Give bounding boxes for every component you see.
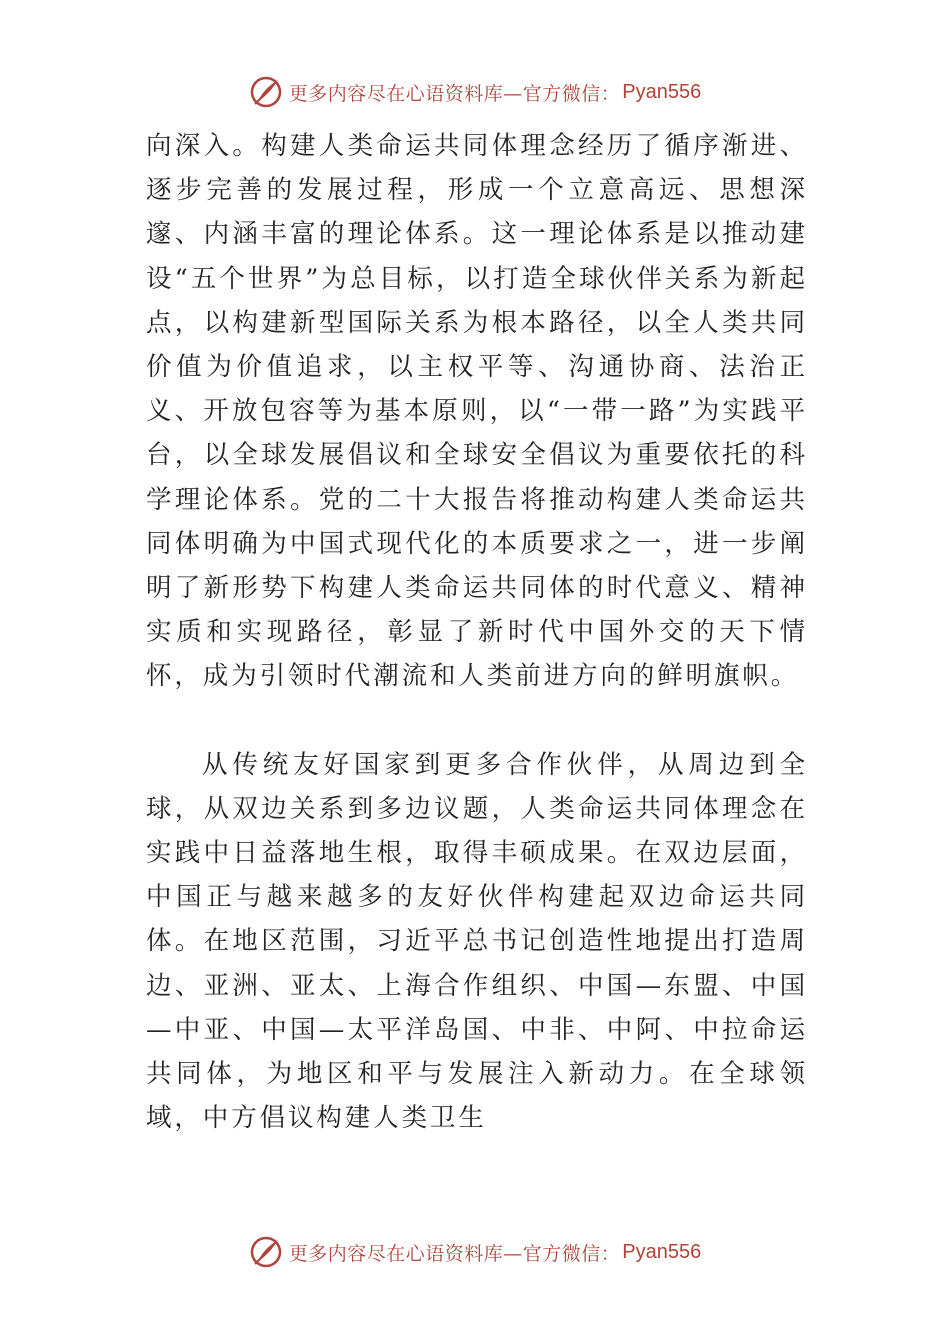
quill-logo-icon xyxy=(249,1235,283,1269)
header-watermark xyxy=(0,72,950,112)
quill-logo-icon xyxy=(249,75,283,109)
watermark-wechat-id: Pyan556 xyxy=(622,1240,702,1263)
footer-watermark xyxy=(0,1232,950,1272)
watermark-text: 更多内容尽在心语资料库—官方微信： xyxy=(288,1242,621,1265)
watermark-text: 更多内容尽在心语资料库—官方微信： xyxy=(288,82,621,105)
paragraph-2: 从传统友好国家到更多合作伙伴，从周边到全球，从双边关系到多边议题，人类命运共同体理念在实践中日益落地生根，取得丰硕成果。在双边层面，中国正与越来越多的友好伙伴构建起双边命运共同体。在地区范围，习近平总书记创造性地提出打造周边、亚洲、亚太、上海合作组织、中国—东盟、中国—中亚、中国—太平洋岛国、中非、中阿、中拉命运共同体，为地区和平与发展注入新动力。在全球领域，中方倡议构建人类卫生 xyxy=(146,749,808,1134)
document-body xyxy=(146,124,808,1140)
watermark-wechat-id: Pyan556 xyxy=(622,80,702,103)
paragraph-1: 向深入。构建人类命运共同体理念经历了循序渐进、逐步完善的发展过程，形成一个立意高远、思想深邃、内涵丰富的理论体系。这一理论体系是以推动建设“五个世界”为总目标，以打造全球伙伴关系为新起点，以构建新型国际关系为根本路径，以全人类共同价值为价值追求，以主权平等、沟通协商、法治正义、开放包容等为基本原则，以“一带一路”为实践平台，以全球发展倡议和全球安全倡议为重要依托的科学理论体系。党的二十大报告将推动构建人类命运共同体明确为中国式现代化的本质要求之一，进一步阐明了新形势下构建人类命运共同体的时代意义、精神实质和实现路径，彰显了新时代中国外交的天下情怀，成为引领时代潮流和人类前进方向的鲜明旗帜。 xyxy=(146,131,808,692)
